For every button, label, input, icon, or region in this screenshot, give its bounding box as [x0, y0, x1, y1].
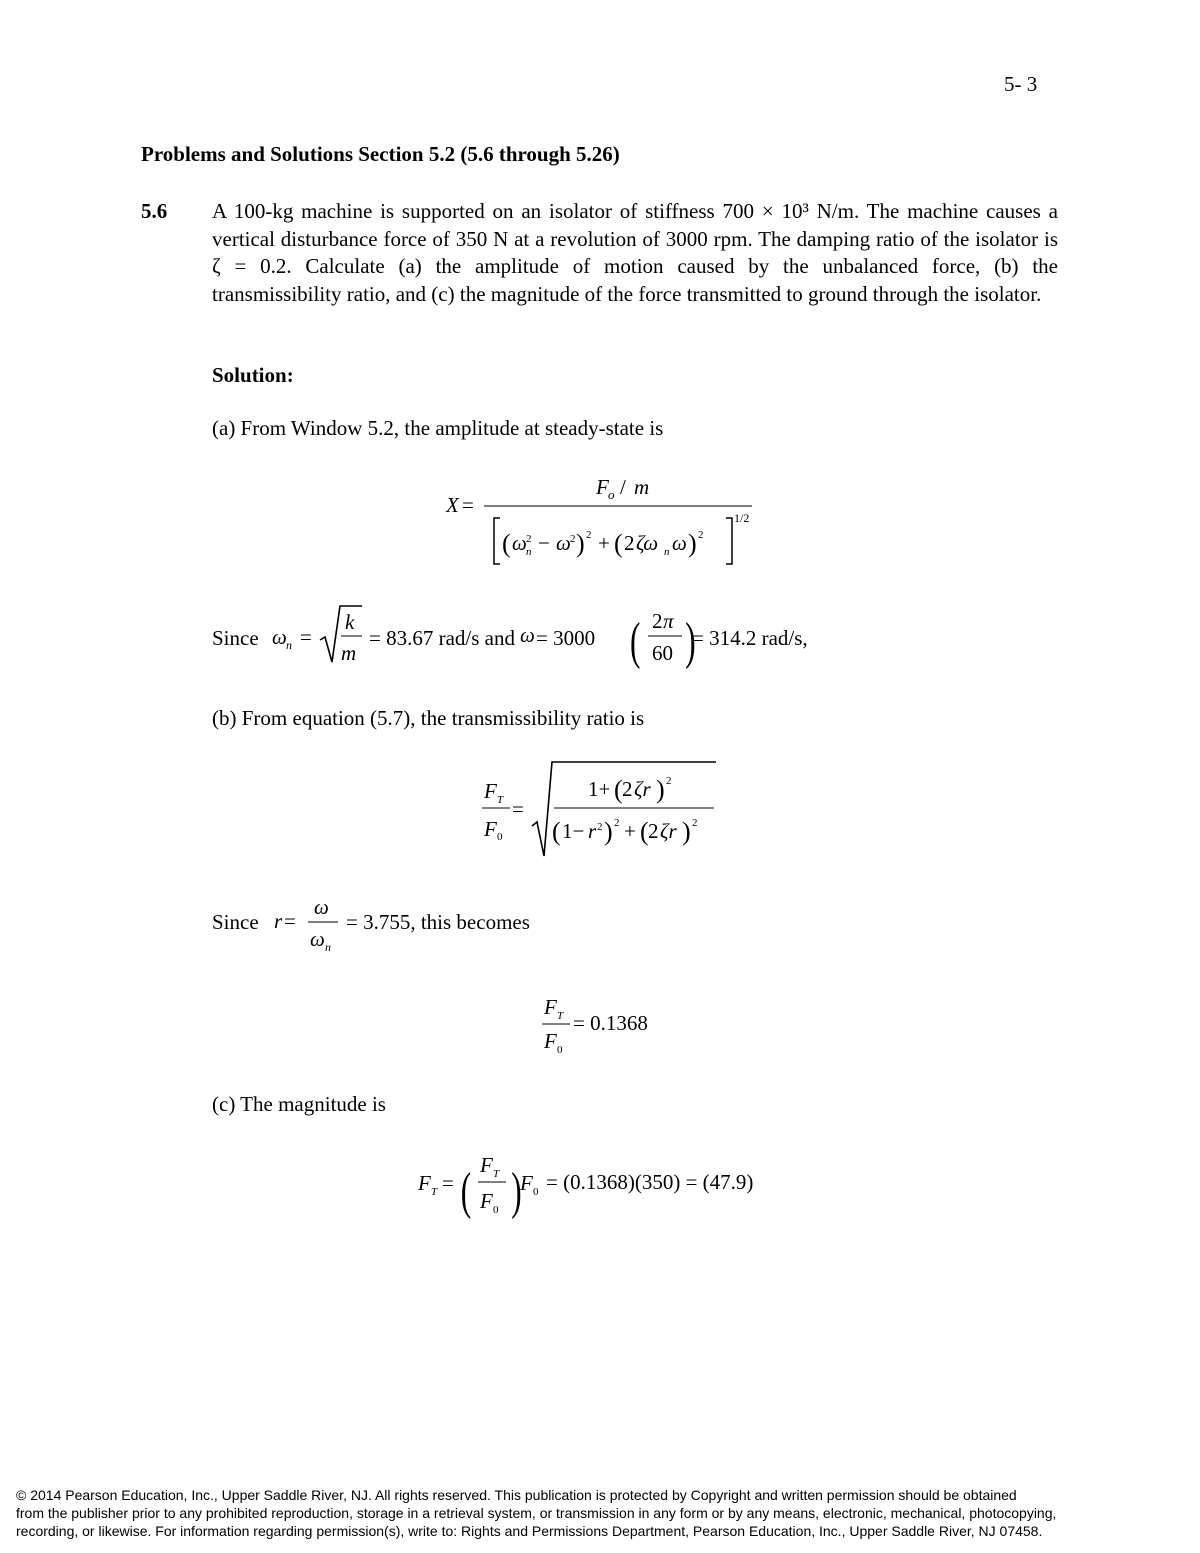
omega-value: = 314.2 rad/s, — [692, 626, 808, 650]
svg-text:): ) — [685, 613, 696, 671]
svg-text:2: 2 — [614, 817, 620, 829]
omega-n-value: = 83.67 rad/s and — [369, 626, 515, 650]
svg-text:ω: ω — [672, 531, 687, 555]
page-number: 5- 3 — [1004, 72, 1038, 96]
svg-text:): ) — [604, 817, 613, 846]
svg-text:1/2: 1/2 — [734, 511, 750, 525]
svg-text:ω: ω — [310, 927, 325, 951]
svg-text:n: n — [526, 546, 532, 558]
svg-text:n: n — [325, 940, 331, 954]
final-numbers: = (0.1368)(350) = (47.9) — [546, 1170, 754, 1194]
r-value: = 3.755, this becomes — [346, 910, 530, 934]
svg-text:F: F — [520, 1171, 533, 1195]
svg-text:(: ( — [614, 775, 623, 804]
since-1-prefix: Since — [212, 626, 259, 650]
svg-text:(: ( — [630, 613, 641, 671]
svg-text:T: T — [497, 794, 504, 806]
svg-text:2: 2 — [597, 821, 603, 833]
footer-line-3: recording, or likewise. For information regarding permission(s), write to: Rights and Permissions Department, Pearson Education, Inc., Upper Saddle River, NJ 07458. — [16, 1523, 1043, 1539]
svg-text:F: F — [480, 1153, 493, 1177]
problem-statement-text: A 100-kg machine is supported on an isolator of stiffness 700 × 10³ N/m. The machine causes a vertical disturbance force of 350 N at a revolution of 3000 rpm. The damping ratio of the isolator is ζ = 0.2. Calculate (a) the amplitude of motion caused by the unbalanced force, (b) the transmissibility ratio, and (c) the magnitude of the force transmitted to ground through the isolator. — [212, 199, 1058, 306]
svg-text:m: m — [634, 475, 650, 499]
svg-text:ζω: ζω — [636, 531, 659, 555]
svg-text:ω: ω — [314, 895, 329, 919]
svg-text:0: 0 — [497, 831, 503, 843]
svg-text:): ) — [688, 529, 697, 558]
svg-text:=: = — [512, 797, 524, 821]
svg-text:ω: ω — [556, 531, 571, 555]
svg-text:r: r — [588, 819, 597, 843]
solution-label: Solution: — [212, 363, 294, 387]
svg-text:2: 2 — [698, 529, 704, 541]
svg-text:0: 0 — [493, 1204, 499, 1216]
svg-text:=: = — [442, 1171, 454, 1195]
svg-text:2: 2 — [586, 529, 592, 541]
svg-text:X: X — [446, 493, 459, 517]
omega-expression-3000: = 3000 — [536, 626, 596, 650]
svg-text:F: F — [544, 995, 557, 1019]
tr-result: = 0.1368 — [573, 1011, 648, 1035]
since-2-prefix: Since — [212, 910, 259, 934]
svg-text:0: 0 — [533, 1186, 539, 1198]
svg-text:=: = — [284, 909, 296, 933]
force-transmitted-equation — [414, 1146, 544, 1221]
two-pi-over-60 — [630, 600, 700, 675]
part-c-intro: (c) The magnitude is — [212, 1092, 386, 1116]
svg-text:−: − — [538, 531, 550, 555]
problem-number: 5.6 — [141, 199, 168, 223]
svg-text:2: 2 — [570, 533, 576, 545]
svg-text:o: o — [608, 487, 615, 502]
svg-text:F: F — [480, 1189, 493, 1213]
svg-text:π: π — [663, 609, 674, 633]
svg-text:=: = — [462, 493, 474, 517]
svg-text:): ) — [682, 817, 691, 846]
svg-text:ζr: ζr — [660, 819, 677, 843]
svg-text:2: 2 — [526, 533, 532, 545]
svg-text:=: = — [300, 625, 312, 649]
svg-text:): ) — [656, 775, 665, 804]
amplitude-equation — [440, 470, 770, 575]
svg-text:k: k — [345, 610, 355, 634]
svg-text:2: 2 — [622, 777, 633, 801]
svg-text:n: n — [286, 638, 292, 652]
part-b-intro: (b) From equation (5.7), the transmissibility ratio is — [212, 706, 645, 730]
svg-text:1+: 1+ — [588, 777, 611, 801]
svg-text:T: T — [493, 1168, 500, 1180]
r-expression — [270, 890, 344, 960]
svg-text:r: r — [274, 909, 283, 933]
svg-text:F: F — [544, 1029, 557, 1053]
svg-text:(: ( — [552, 817, 561, 846]
svg-text:): ) — [576, 529, 585, 558]
svg-text:ω: ω — [272, 625, 287, 649]
svg-text:): ) — [511, 1163, 522, 1221]
svg-text:F: F — [484, 817, 497, 841]
svg-text:0: 0 — [557, 1044, 563, 1056]
transmissibility-equation — [480, 756, 730, 861]
svg-text:ω: ω — [512, 531, 527, 555]
problem-statement — [212, 198, 1058, 308]
svg-text:(: ( — [502, 529, 511, 558]
svg-text:2: 2 — [692, 817, 698, 829]
svg-text:(: ( — [460, 1163, 472, 1221]
footer-line-2: from the publisher prior to any prohibited reproduction, storage in a retrieval system, or transmission in any form or by any means, electronic, mechanical, photocopying, — [16, 1505, 1057, 1521]
svg-text:T: T — [557, 1010, 564, 1022]
svg-text:(: ( — [614, 529, 623, 558]
svg-text:+: + — [624, 819, 636, 843]
part-a-intro: (a) From Window 5.2, the amplitude at steady-state is — [212, 416, 664, 440]
svg-text:/: / — [620, 475, 626, 499]
svg-text:F: F — [596, 475, 609, 499]
svg-text:n: n — [664, 546, 670, 558]
section-title: Problems and Solutions Section 5.2 (5.6 through 5.26) — [141, 142, 620, 166]
svg-text:F: F — [418, 1171, 431, 1195]
omega-n-expression — [270, 600, 380, 670]
svg-text:2: 2 — [666, 775, 672, 787]
svg-text:1−: 1− — [562, 819, 585, 843]
svg-text:ω: ω — [520, 623, 535, 647]
copyright-footer — [16, 1486, 1186, 1540]
svg-text:ζr: ζr — [634, 777, 651, 801]
svg-text:+: + — [598, 531, 610, 555]
footer-line-1: © 2014 Pearson Education, Inc., Upper Saddle River, NJ. All rights reserved. This publication is protected by Copyright and written permission should be obtained — [16, 1487, 1017, 1503]
svg-text:60: 60 — [652, 641, 673, 665]
svg-text:T: T — [431, 1186, 438, 1198]
svg-text:m: m — [341, 641, 357, 665]
svg-text:2: 2 — [648, 819, 659, 843]
svg-text:2: 2 — [624, 531, 635, 555]
svg-text:2: 2 — [652, 609, 663, 633]
svg-text:F: F — [484, 779, 497, 803]
svg-text:(: ( — [640, 817, 649, 846]
